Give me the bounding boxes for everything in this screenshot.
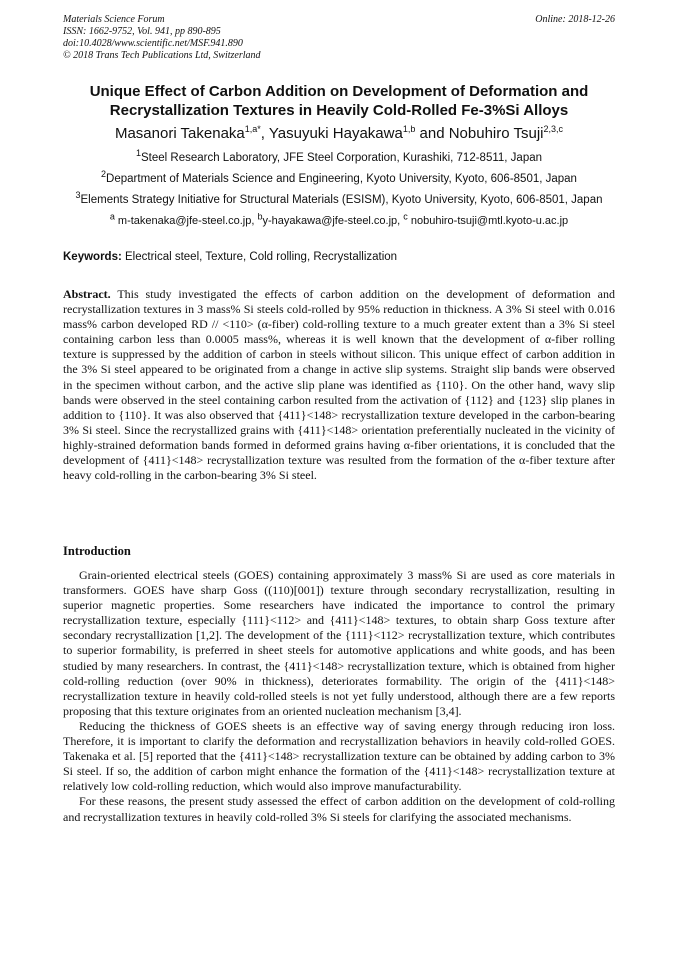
author-name: Yasuyuki Hayakawa xyxy=(268,125,403,142)
author-list xyxy=(40,124,638,143)
author-separator: , xyxy=(260,125,269,142)
abstract-label: Abstract. xyxy=(63,287,111,301)
affiliation-text: Elements Strategy Initiative for Structural Materials (ESISM), Kyoto University, Kyoto, 606-8501, Japan xyxy=(80,194,603,206)
journal-name: Materials Science Forum xyxy=(63,14,165,25)
affiliation-3 xyxy=(40,190,638,207)
author-name: Nobuhiro Tsuji xyxy=(448,125,544,142)
copyright-line: © 2018 Trans Tech Publications Ltd, Switzerland xyxy=(63,50,261,61)
affiliation-number: 3 xyxy=(75,190,81,201)
author-superscript: 1,b xyxy=(402,124,416,134)
affiliation-1 xyxy=(40,148,638,165)
paragraph: Reducing the thickness of GOES sheets is an effective way of saving energy through reducing iron loss. Therefore, it is important to clarify the deformation and recrystallization behaviors in heavily cold-rolled GOES. Takenaka et al. [5] reported that the {411}<148> recrystallization texture can be obtained by adding carbon to 3% Si steel. If so, the addition of carbon might enhance the formation of the {411}<148> recrystallization texture at relatively low cold-rolling reduction, which would also improve manufacturability. xyxy=(63,718,615,794)
email-mark: a xyxy=(109,211,115,222)
abstract xyxy=(63,287,615,483)
affiliation-number: 2 xyxy=(101,169,107,180)
author-separator: and xyxy=(415,125,449,142)
introduction-body xyxy=(63,568,615,825)
issn-line: ISSN: 1662-9752, Vol. 941, pp 890-895 xyxy=(63,26,221,37)
email-list: $^a$ m-takenaka@jfe-steel.co.jp, $^b$y-hayakawa@jfe-steel.co.jp, $^c$ nobuhiro-tsuji@mtl.kyoto-u.ac.jp xyxy=(109,211,569,227)
email-mark: b xyxy=(257,211,263,222)
affiliation-2 xyxy=(40,169,638,186)
paper-title: Unique Effect of Carbon Addition on Development of Deformation and Recrystallization Textures in Heavily Cold-Rolled Fe-3%Si Alloys xyxy=(89,83,589,119)
affiliation-text: Steel Research Laboratory, JFE Steel Corporation, Kurashiki, 712-8511, Japan xyxy=(140,152,543,164)
email-link[interactable]: m-takenaka@jfe-steel.co.jp xyxy=(117,215,252,227)
section-heading-introduction: Introduction xyxy=(63,544,131,558)
email-link[interactable]: y-hayakawa@jfe-steel.co.jp xyxy=(262,215,398,227)
keywords-text: Electrical steel, Texture, Cold rolling, Recrystallization xyxy=(125,251,398,263)
paragraph: Grain-oriented electrical steels (GOES) containing approximately 3 mass% Si are used as core materials in transformers. GOES have sharp Goss ((110)[001]) texture through secondary recrystallization, resulting in superior magnetic properties. Some researchers have indicated the importance to control the primary recrystallization texture, especially {111}<112> and {411}<148> textures, to obtain sharp Goss texture after secondary recrystallization [1,2]. The development of the {111}<112> recrystallization texture, which contributes to superior formability, is preferred in sheet steels for automotive applications and white goods, and has been studied by many researchers. In contrast, the {411}<148> recrystallization texture, which is obtained from higher cold-rolling reduction (over 90% in thickness), deteriorates formability. The origin of the {411}<148> recrystallization texture in heavily cold-rolled steels is not yet fully understood, although there are a few reports proposing that this texture originates from an oriented nucleation mechanism [3,4]. xyxy=(63,568,615,718)
affiliation-text: Department of Materials Science and Engineering, Kyoto University, Kyoto, 606-8501, Japan xyxy=(106,173,577,185)
author-name: Masanori Takenaka xyxy=(114,125,245,142)
online-date: Online: 2018-12-26 xyxy=(535,14,615,25)
abstract-text: This study investigated the effects of carbon addition on the development of deformation and recrystallization textures in 3 mass% Si steels cold-rolled by 95% reduction in thickness. A 3% Si steel with 0.016 mass% carbon developed RD // <110> (α-fiber) cold-rolling texture to a much greater extent than a 3% Si steel containing carbon less than 0.0005 mass%, whereas it is well known that the development of α-fiber rolling texture is suppressed by the addition of carbon in steels without silicon. This unique effect of carbon addition in the 3% Si steel appeared to be originated from a change in active slip systems. Straight slip bands were observed in the specimen without carbon, and the active slip plane was identified as {110}. On the other hand, wavy slip bands were observed in the steel containing carbon resulted from the activation of {112} and {123} slip planes in addition to {110}. It was also observed that {411}<148> recrystallization texture developed in the carbon-bearing 3% Si steel. Since the recrystallized grains with {411}<148> orientation preferentially nucleated in the vicinity of highly-strained deformation bands formed in deformed grains having α-fiber orientations, it is concluded that the development of {411}<148> recrystallization texture was resulted from the formation of the α-fiber texture after heavy cold-rolling in the carbon-bearing 3% Si steel. xyxy=(63,287,615,483)
keywords-label: Keywords: xyxy=(63,251,122,263)
author-superscript: 1,a* xyxy=(244,124,261,134)
affiliation-number: 1 xyxy=(135,148,141,159)
author-superscript: 2,3,c xyxy=(543,124,564,134)
email-link[interactable]: nobuhiro-tsuji@mtl.kyoto-u.ac.jp xyxy=(410,215,569,227)
doi-line[interactable]: doi:10.4028/www.scientific.net/MSF.941.890 xyxy=(63,38,243,49)
paragraph: For these reasons, the present study assessed the effect of carbon addition on the development of cold-rolling and recrystallization textures in heavily cold-rolled 3% Si steels for clarifying the associated mechanisms. xyxy=(63,794,615,824)
email-mark: c xyxy=(403,211,408,222)
journal-meta xyxy=(63,14,423,62)
keywords xyxy=(63,250,615,264)
